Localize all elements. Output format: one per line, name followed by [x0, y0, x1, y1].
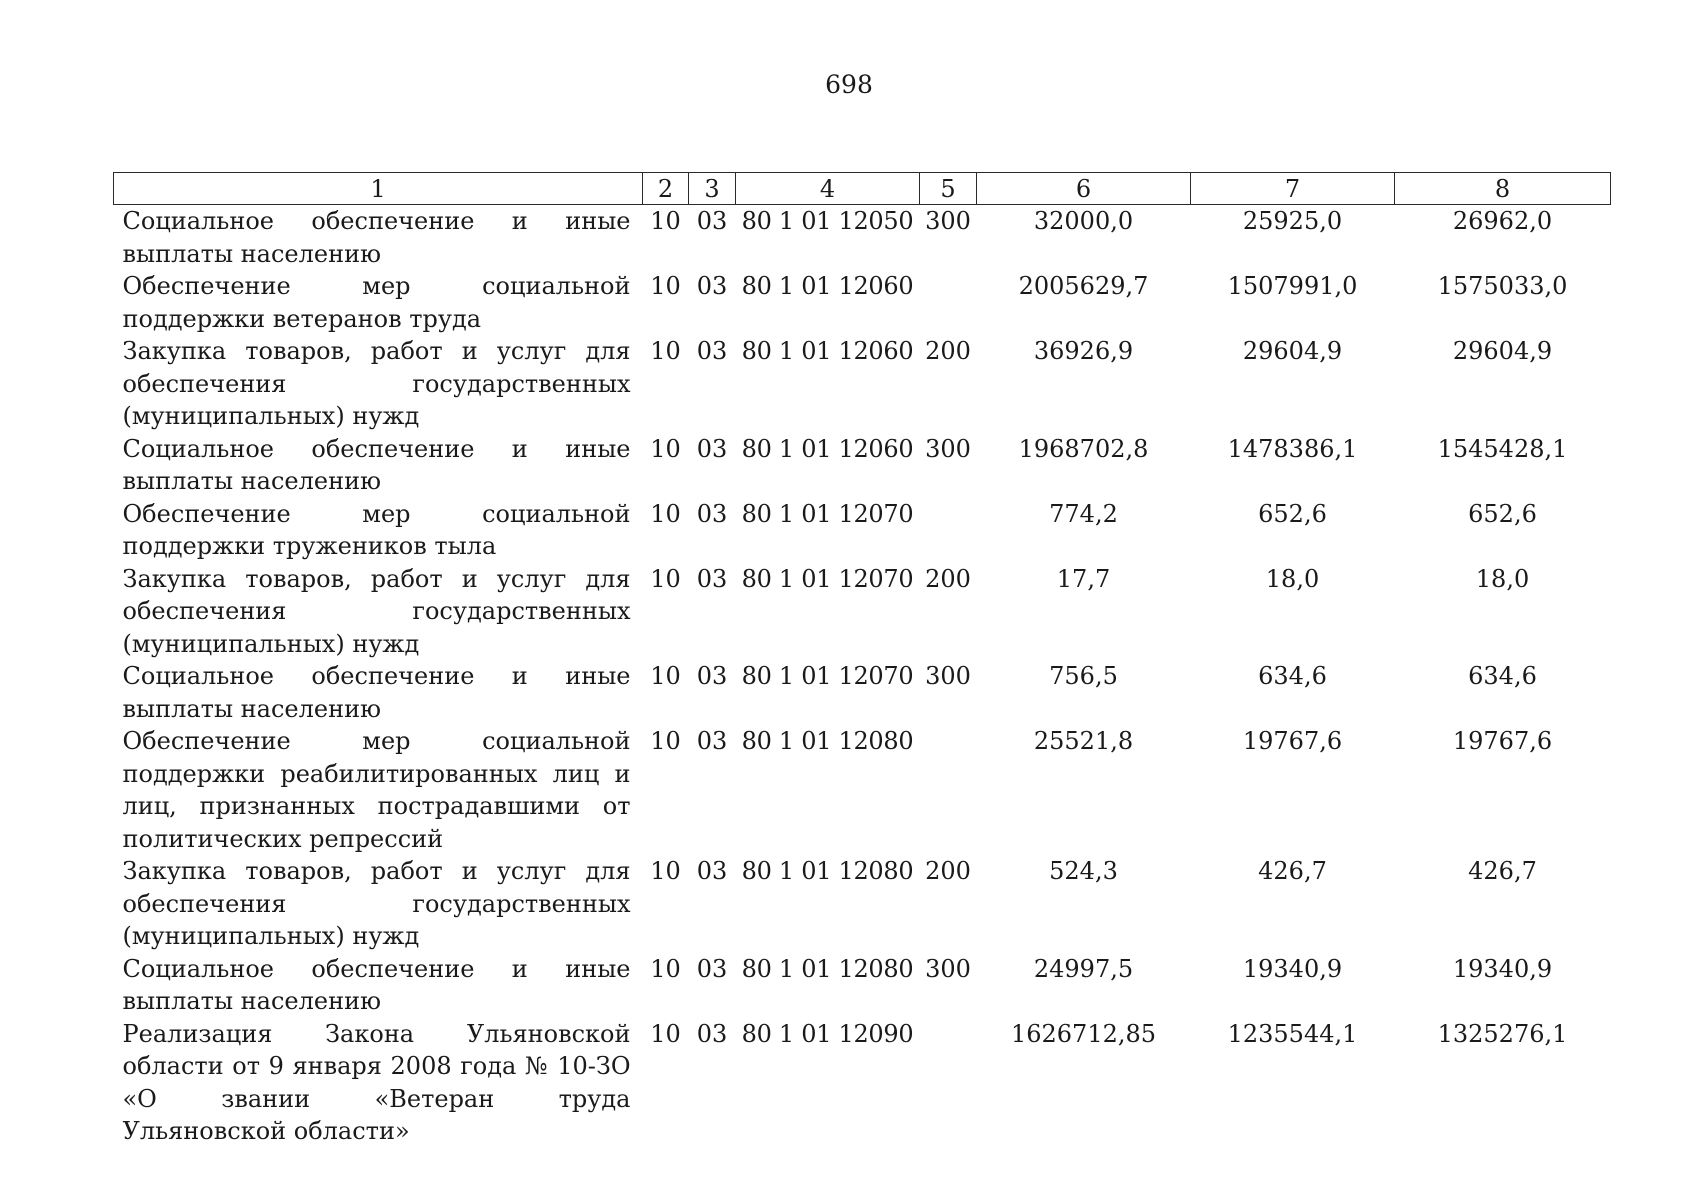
- row-description: Обеспечение мер социальной поддержки тружеников тыла: [122, 499, 631, 560]
- row-amount-col-6: 24997,5: [1033, 954, 1134, 983]
- row-subsection-code: 03: [696, 1019, 728, 1048]
- row-target-article-code: 80 1 01 12080: [741, 727, 914, 755]
- row-section-code: 10: [650, 499, 681, 528]
- page-number: 698: [825, 70, 873, 99]
- row-amount-col-7: 1235544,1: [1227, 1019, 1358, 1048]
- table-row: [114, 660, 1611, 725]
- row-target-article-code: 80 1 01 12080: [741, 857, 914, 885]
- row-section-code: 10: [650, 857, 681, 885]
- row-expense-type-code: 300: [925, 207, 971, 235]
- row-description: Закупка товаров, работ и услуг для обеспечения государственных (муниципальных) нужд: [122, 857, 631, 950]
- row-expense-type-code: [920, 270, 977, 335]
- row-expense-type-code: [920, 725, 977, 855]
- row-section-code: 10: [650, 954, 681, 983]
- row-expense-type-code: 300: [925, 954, 971, 983]
- row-expense-type-code: 300: [925, 434, 971, 463]
- row-subsection-code: 03: [696, 207, 728, 235]
- row-amount-col-8: 19767,6: [1452, 727, 1553, 755]
- row-description: Социальное обеспечение и иные выплаты населению: [122, 207, 631, 268]
- row-subsection-code: 03: [696, 727, 728, 755]
- row-expense-type-code: [920, 498, 977, 563]
- table-row: [114, 335, 1611, 433]
- row-description: Социальное обеспечение и иные выплаты населению: [122, 662, 631, 723]
- row-amount-col-8: 18,0: [1475, 564, 1530, 593]
- row-amount-col-6: 36926,9: [1033, 337, 1134, 365]
- row-description: Социальное обеспечение и иные выплаты населению: [122, 954, 631, 1015]
- row-amount-col-6: 774,2: [1049, 499, 1118, 528]
- header-col-3: 3: [689, 173, 736, 205]
- row-amount-col-6: 32000,0: [1033, 207, 1134, 235]
- row-section-code: 10: [650, 272, 681, 300]
- row-expense-type-code: 200: [925, 337, 971, 365]
- row-amount-col-8: 652,6: [1468, 499, 1537, 528]
- header-col-8: 8: [1395, 173, 1611, 205]
- row-amount-col-7: 1478386,1: [1227, 434, 1358, 463]
- row-amount-col-8: 634,6: [1468, 662, 1537, 690]
- row-expense-type-code: [920, 1018, 977, 1148]
- header-col-7: 7: [1191, 173, 1395, 205]
- row-amount-col-7: 426,7: [1258, 857, 1327, 885]
- table-row: [114, 855, 1611, 953]
- row-amount-col-6: 2005629,7: [1018, 272, 1149, 300]
- row-subsection-code: 03: [696, 272, 728, 300]
- row-section-code: 10: [650, 1019, 681, 1048]
- row-amount-col-6: 17,7: [1056, 564, 1111, 593]
- row-amount-col-8: 19340,9: [1452, 954, 1553, 983]
- row-expense-type-code: 200: [925, 564, 971, 593]
- row-subsection-code: 03: [696, 337, 728, 365]
- row-section-code: 10: [650, 337, 681, 365]
- row-amount-col-7: 18,0: [1265, 564, 1320, 593]
- row-section-code: 10: [650, 207, 681, 235]
- row-target-article-code: 80 1 01 12070: [741, 662, 914, 690]
- row-amount-col-7: 652,6: [1258, 499, 1327, 528]
- row-target-article-code: 80 1 01 12070: [741, 564, 914, 593]
- row-subsection-code: 03: [696, 434, 728, 463]
- table-row: [114, 498, 1611, 563]
- row-amount-col-7: 634,6: [1258, 662, 1327, 690]
- row-description: Закупка товаров, работ и услуг для обеспечения государственных (муниципальных) нужд: [122, 564, 631, 658]
- header-col-1: 1: [114, 173, 643, 205]
- row-amount-col-6: 1626712,85: [1010, 1019, 1157, 1048]
- row-amount-col-7: 19767,6: [1242, 727, 1343, 755]
- row-description: Реализация Закона Ульяновской области от 9 января 2008 года № 10-ЗО «О звании «Ветеран труда Ульяновской области»: [122, 1019, 631, 1145]
- row-amount-col-8: 426,7: [1468, 857, 1537, 885]
- row-amount-col-7: 1507991,0: [1227, 272, 1358, 300]
- row-amount-col-8: 1545428,1: [1437, 434, 1568, 463]
- row-amount-col-8: 29604,9: [1452, 337, 1553, 365]
- row-target-article-code: 80 1 01 12060: [741, 337, 914, 365]
- row-subsection-code: 03: [696, 499, 728, 528]
- row-amount-col-7: 29604,9: [1242, 337, 1343, 365]
- row-section-code: 10: [650, 434, 681, 463]
- row-amount-col-7: 19340,9: [1242, 954, 1343, 983]
- row-target-article-code: 80 1 01 12060: [741, 434, 914, 463]
- row-expense-type-code: 200: [925, 857, 971, 885]
- row-amount-col-8: 1575033,0: [1437, 272, 1568, 300]
- row-target-article-code: 80 1 01 12090: [741, 1019, 914, 1048]
- header-col-5: 5: [920, 173, 977, 205]
- row-subsection-code: 03: [696, 564, 728, 593]
- row-target-article-code: 80 1 01 12060: [741, 272, 914, 300]
- table-row: [114, 1018, 1611, 1148]
- header-col-6: 6: [977, 173, 1191, 205]
- header-col-4: 4: [736, 173, 920, 205]
- table-body: [114, 205, 1611, 1148]
- row-section-code: 10: [650, 564, 681, 593]
- row-target-article-code: 80 1 01 12050: [741, 207, 914, 235]
- row-subsection-code: 03: [696, 662, 728, 690]
- row-description: Закупка товаров, работ и услуг для обеспечения государственных (муниципальных) нужд: [122, 337, 631, 430]
- row-target-article-code: 80 1 01 12070: [741, 499, 914, 528]
- table-row: [114, 563, 1611, 661]
- row-amount-col-8: 26962,0: [1452, 207, 1553, 235]
- table-header-row: [114, 173, 1611, 205]
- table-row: [114, 270, 1611, 335]
- table-row: [114, 205, 1611, 271]
- row-amount-col-6: 524,3: [1049, 857, 1118, 885]
- table-row: [114, 953, 1611, 1018]
- row-expense-type-code: 300: [925, 662, 971, 690]
- budget-table: [113, 172, 1611, 1148]
- row-subsection-code: 03: [696, 954, 728, 983]
- row-description: Обеспечение мер социальной поддержки ветеранов труда: [122, 272, 631, 333]
- header-col-2: 2: [643, 173, 689, 205]
- row-amount-col-6: 25521,8: [1033, 727, 1134, 755]
- row-description: Социальное обеспечение и иные выплаты населению: [122, 434, 631, 495]
- row-subsection-code: 03: [696, 857, 728, 885]
- row-description: Обеспечение мер социальной поддержки реабилитированных лиц и лиц, признанных пострадавшими от политических репрессий: [122, 727, 631, 853]
- table-row: [114, 725, 1611, 855]
- table-row: [114, 433, 1611, 498]
- row-target-article-code: 80 1 01 12080: [741, 954, 914, 983]
- row-amount-col-8: 1325276,1: [1437, 1019, 1568, 1048]
- row-amount-col-7: 25925,0: [1242, 207, 1343, 235]
- row-amount-col-6: 756,5: [1049, 662, 1118, 690]
- row-section-code: 10: [650, 727, 681, 755]
- row-amount-col-6: 1968702,8: [1018, 434, 1149, 463]
- row-section-code: 10: [650, 662, 681, 690]
